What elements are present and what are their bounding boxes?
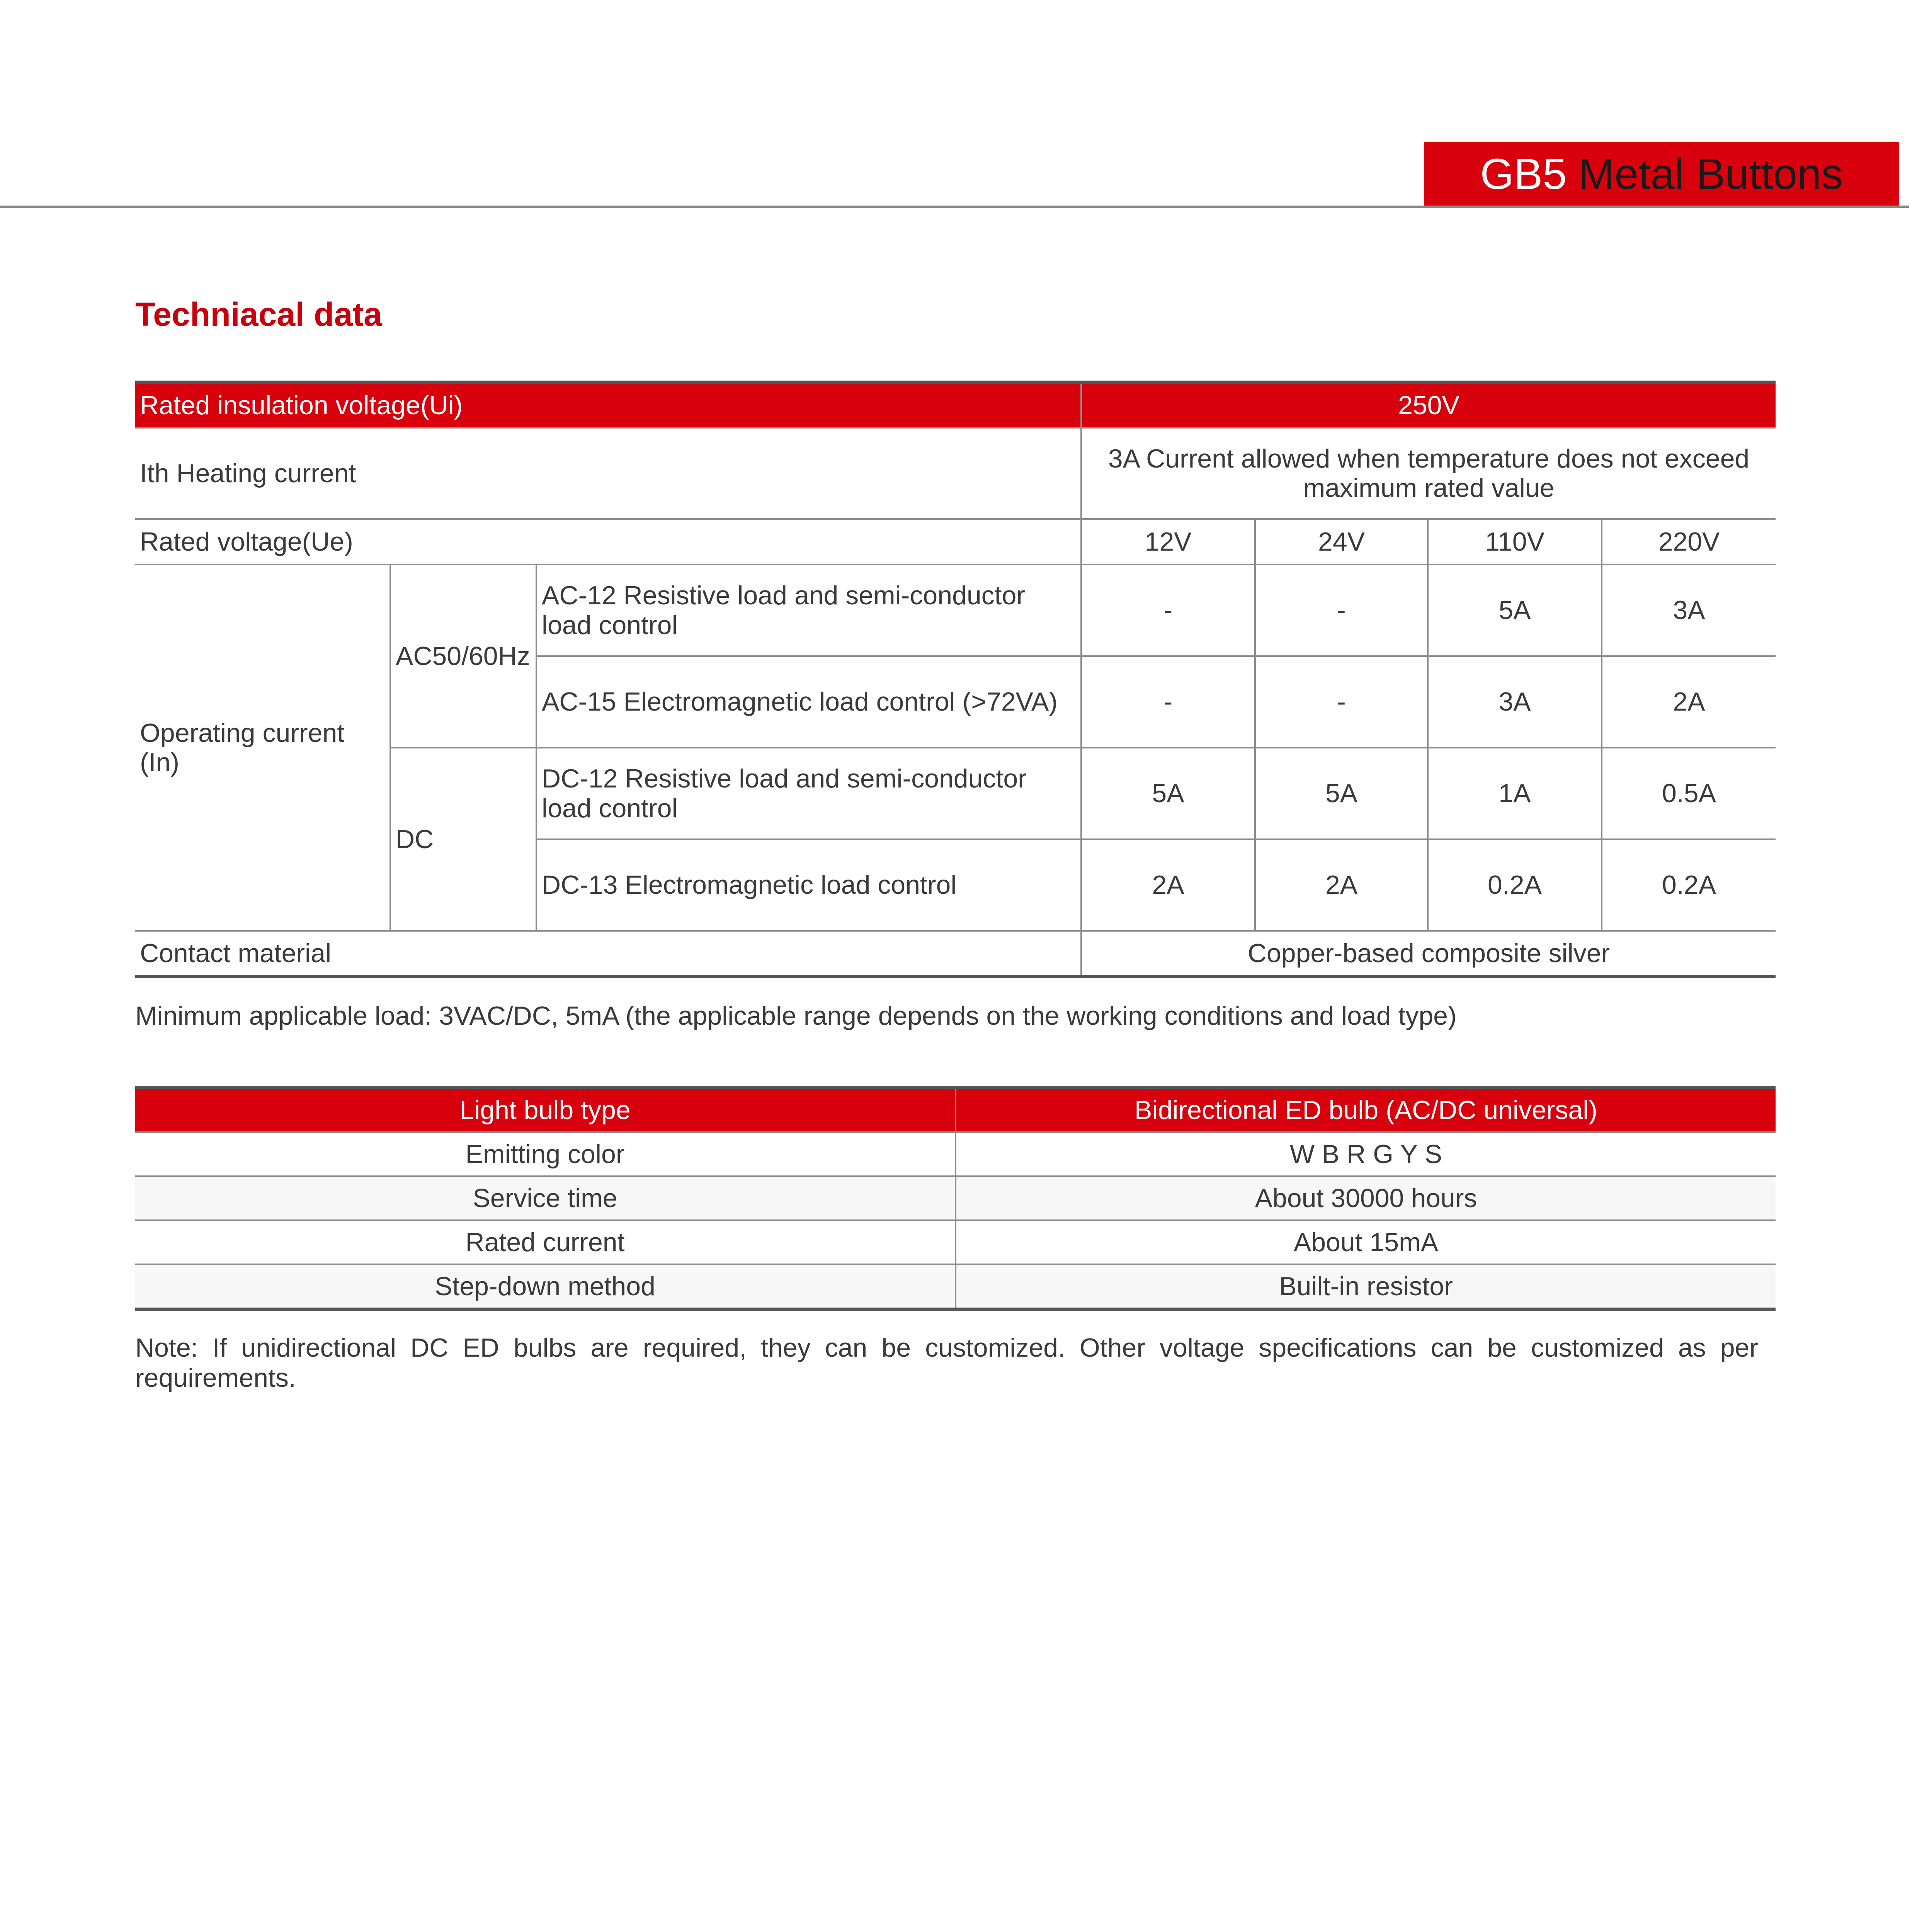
product-header <box>1424 142 1899 206</box>
product-model: GB5 <box>1480 150 1567 198</box>
current-value: 0.5A <box>1602 748 1776 839</box>
current-value: 0.2A <box>1428 839 1602 931</box>
current-value: 3A <box>1602 565 1776 656</box>
bulb-row-label: Rated current <box>135 1220 956 1264</box>
dc-group-label: DC <box>390 748 536 931</box>
insulation-label: Rated insulation voltage(Ui) <box>135 382 1081 428</box>
technical-data-table <box>135 381 1776 978</box>
contact-material-value: Copper-based composite silver <box>1081 931 1776 976</box>
table-row <box>135 931 1776 976</box>
current-value: 1A <box>1428 748 1602 839</box>
bulb-row-label: Emitting color <box>135 1132 956 1176</box>
table-row <box>135 1132 1776 1176</box>
note-text: Note: If unidirectional DC ED bulbs are required, they can be customized. Other voltage specifications can be customized as per requirements. <box>135 1333 1758 1393</box>
table-row <box>135 1220 1776 1264</box>
ac-group-label: AC50/60Hz <box>390 565 536 748</box>
insulation-value: 250V <box>1081 382 1776 428</box>
current-value: 2A <box>1081 839 1255 931</box>
heating-label: Ith Heating current <box>135 428 1081 519</box>
table-row <box>135 1176 1776 1220</box>
light-bulb-table <box>135 1086 1776 1311</box>
bulb-row-value: About 15mA <box>956 1220 1776 1264</box>
bulb-header-label: Light bulb type <box>135 1087 956 1132</box>
current-value: 5A <box>1428 565 1602 656</box>
bulb-row-value: Built-in resistor <box>956 1264 1776 1309</box>
current-value: 5A <box>1081 748 1255 839</box>
bulb-header-value: Bidirectional ED bulb (AC/DC universal) <box>956 1087 1776 1132</box>
current-value: 5A <box>1255 748 1428 839</box>
category-label: AC-12 Resistive load and semi-conductor load control <box>536 565 1081 656</box>
current-value: 2A <box>1602 656 1776 748</box>
voltage-header: 220V <box>1602 519 1776 565</box>
bulb-row-value: About 30000 hours <box>956 1176 1776 1220</box>
bulb-row-label: Service time <box>135 1176 956 1220</box>
bulb-row-value: W B R G Y S <box>956 1132 1776 1176</box>
current-value: - <box>1255 565 1428 656</box>
table-row <box>135 1087 1776 1132</box>
table-row <box>135 1264 1776 1309</box>
minimum-load-text: Minimum applicable load: 3VAC/DC, 5mA (the applicable range depends on the working conditions and load type) <box>135 1001 1457 1031</box>
table-row <box>135 519 1776 565</box>
category-label: AC-15 Electromagnetic load control (>72VA) <box>536 656 1081 748</box>
current-value: 2A <box>1255 839 1428 931</box>
header-rule <box>0 206 1909 208</box>
voltage-header: 110V <box>1428 519 1602 565</box>
table-row <box>135 382 1776 428</box>
category-label: DC-12 Resistive load and semi-conductor load control <box>536 748 1081 839</box>
bulb-row-label: Step-down method <box>135 1264 956 1309</box>
operating-current-label: Operating current (In) <box>135 565 390 931</box>
heating-value: 3A Current allowed when temperature does not exceed maximum rated value <box>1081 428 1776 519</box>
current-value: - <box>1081 565 1255 656</box>
rated-voltage-label: Rated voltage(Ue) <box>135 519 1081 565</box>
table-row <box>135 428 1776 519</box>
product-name: Metal Buttons <box>1578 150 1843 198</box>
current-value: 3A <box>1428 656 1602 748</box>
table-row <box>135 565 1776 656</box>
voltage-header: 12V <box>1081 519 1255 565</box>
current-value: - <box>1255 656 1428 748</box>
contact-material-label: Contact material <box>135 931 1081 976</box>
voltage-header: 24V <box>1255 519 1428 565</box>
current-value: - <box>1081 656 1255 748</box>
current-value: 0.2A <box>1602 839 1776 931</box>
category-label: DC-13 Electromagnetic load control <box>536 839 1081 931</box>
section-title: Techniacal data <box>135 296 382 333</box>
